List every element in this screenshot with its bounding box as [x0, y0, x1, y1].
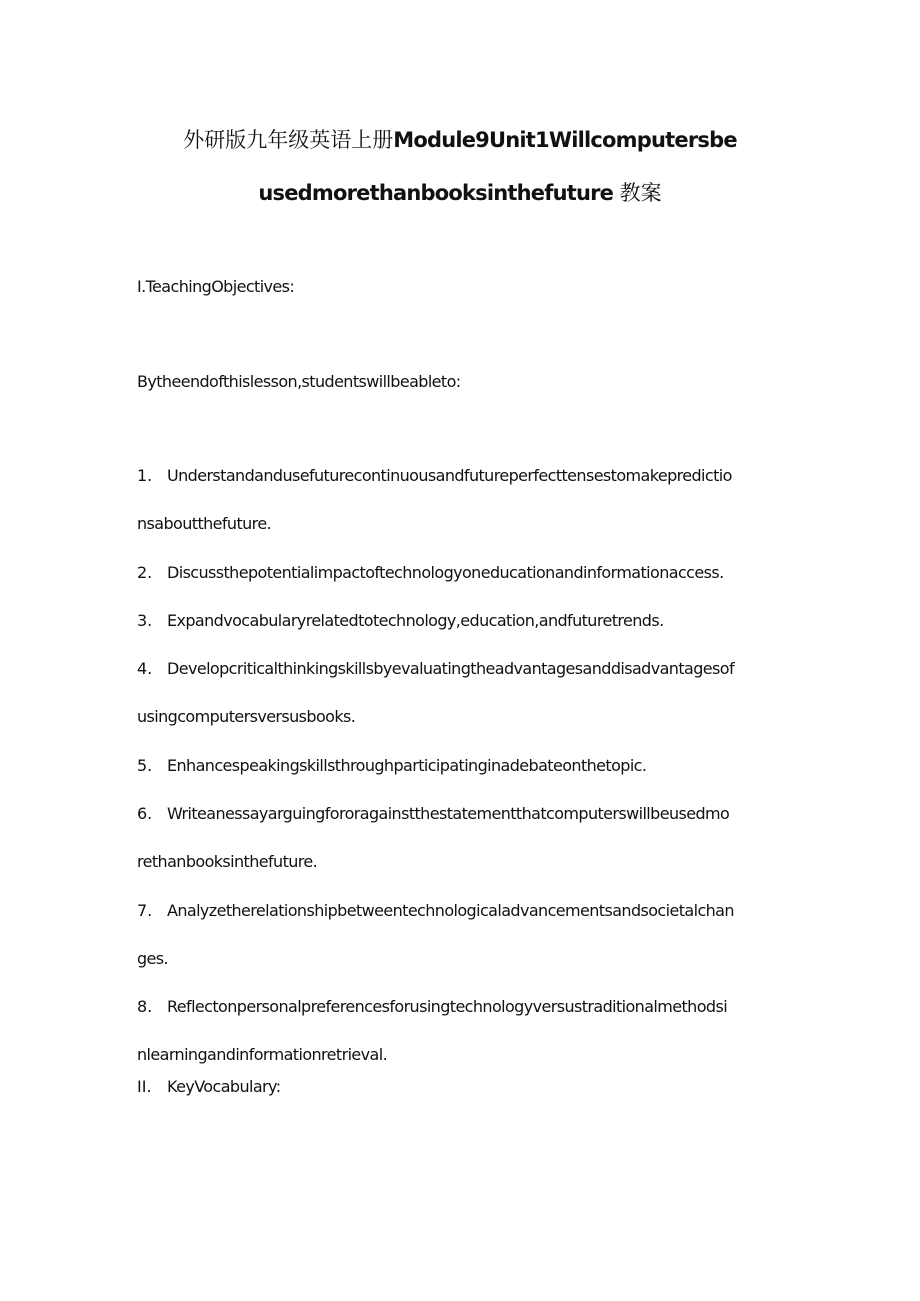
objective-item-5 — [137, 756, 646, 775]
objective-item-6-continued: rethanbooksinthefuture. — [137, 852, 318, 871]
objective-item-1 — [137, 466, 732, 485]
page-title-line-2 — [0, 177, 920, 207]
section-heading-vocabulary — [137, 1077, 281, 1096]
objectives-intro: Bytheendofthislesson,studentswillbeableto: — [137, 372, 461, 391]
title-english-part-1: Module9Unit1Willcomputersbe — [393, 128, 737, 152]
list-item-text: Developcriticalthinkingskillsbyevaluatingtheadvantagesanddisadvantagesof — [167, 659, 734, 678]
objective-item-7 — [137, 901, 734, 920]
list-number: 7. — [137, 901, 153, 920]
list-number: 1. — [137, 466, 153, 485]
objective-item-4-continued: usingcomputersversusbooks. — [137, 707, 356, 726]
list-item-text: Expandvocabularyrelatedtotechnology,education,andfuturetrends. — [167, 611, 664, 630]
list-number: 2. — [137, 563, 153, 582]
objective-item-1-continued: nsaboutthefuture. — [137, 514, 272, 533]
objective-item-8 — [137, 997, 727, 1016]
list-item-text: Analyzetherelationshipbetweentechnologicaladvancementsandsocietalchan — [167, 901, 734, 920]
list-number: 4. — [137, 659, 153, 678]
title-chinese-suffix: 教案 — [619, 181, 662, 205]
list-item-text: Understandandusefuturecontinuousandfutureperfecttensestomakepredictio — [167, 466, 732, 485]
list-item-text: Discussthepotentialimpactoftechnologyoneducationandinformationaccess. — [167, 563, 724, 582]
section-heading-text: KeyVocabulary: — [167, 1077, 281, 1096]
list-number: 8. — [137, 997, 153, 1016]
section-number: II. — [137, 1077, 152, 1096]
objective-item-7-continued: ges. — [137, 949, 169, 968]
list-number: 5. — [137, 756, 153, 775]
objective-item-2 — [137, 563, 724, 582]
list-number: 3. — [137, 611, 153, 630]
objective-item-8-continued: nlearningandinformationretrieval. — [137, 1045, 388, 1064]
list-item-text: Writeanessayarguingfororagainstthestatementthatcomputerswillbeusedmo — [167, 804, 730, 823]
list-item-text: Reflectonpersonalpreferencesforusingtechnologyversustraditionalmethodsi — [167, 997, 728, 1016]
objective-item-6 — [137, 804, 729, 823]
list-item-text: Enhancespeakingskillsthroughparticipatinginadebateonthetopic. — [167, 756, 647, 775]
title-chinese-prefix: 外研版九年级英语上册 — [183, 128, 394, 152]
page-title-line-1 — [0, 124, 920, 154]
list-number: 6. — [137, 804, 153, 823]
section-heading-objectives: I.TeachingObjectives: — [137, 277, 295, 296]
objective-item-4 — [137, 659, 734, 678]
objective-item-3 — [137, 611, 664, 630]
title-english-part-2: usedmorethanbooksinthefuture — [258, 181, 614, 205]
